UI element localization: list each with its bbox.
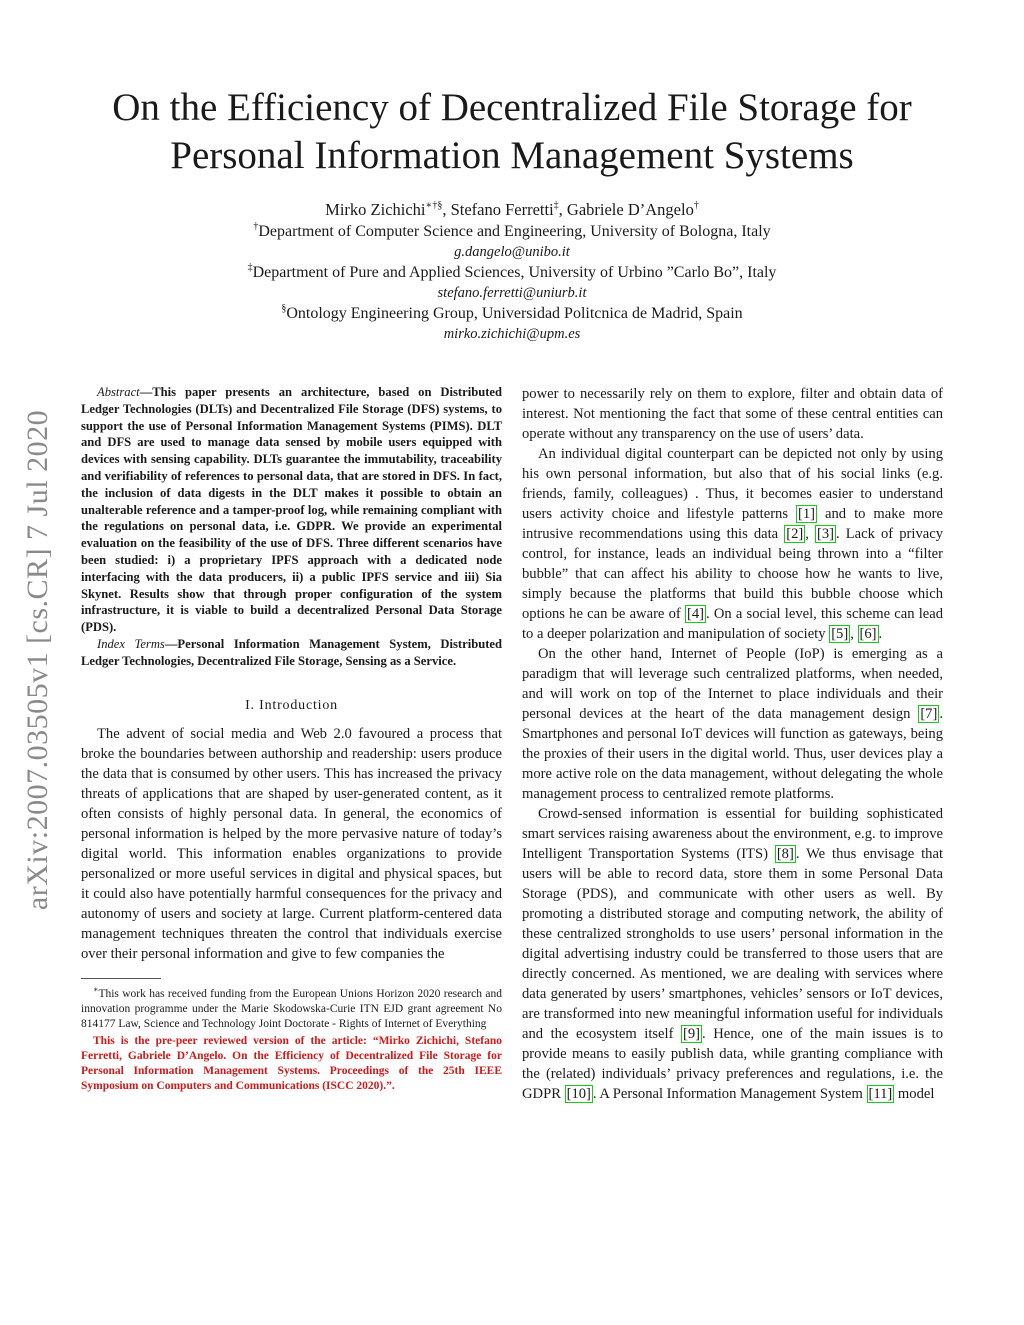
index-terms [81, 636, 502, 670]
email-link[interactable]: g.dangelo@unibo.it [454, 244, 570, 260]
citation-link[interactable]: [9] [682, 1026, 701, 1042]
citation-link[interactable]: [10] [566, 1086, 591, 1102]
index-terms-label: Index Terms [97, 636, 165, 651]
citation-link[interactable]: [4] [686, 606, 704, 622]
paper-title [60, 84, 964, 180]
citation-link[interactable]: [11] [868, 1086, 893, 1102]
right-column [522, 384, 943, 1104]
affiliation: ‡Department of Pure and Applied Sciences, University of Urbino ”Carlo Bo”, Italy [247, 262, 777, 281]
citation-link[interactable]: [6] [859, 626, 877, 642]
intro-paragraph: The advent of social media and Web 2.0 favoured a process that broke the boundaries between authorship and readership: users produce the data that is consumed by other users. This has increased the privacy threats of applications that are shaped by user-generated content, as it often consists of highly personal data. In general, the economics of personal information is helped by the more pervasive nature of today’s digital world. This information enables organizations to provide personalized or more useful services in digital and physical spaces, but it could also have potentially harmful consequences for the privacy and autonomy of users and society at large. Current platform-centered data management techniques threaten the control that individuals exercise over their personal information and give to few companies the [81, 725, 502, 962]
citation-link[interactable]: [8] [776, 846, 794, 862]
title-line-2: Personal Information Management Systems [170, 134, 854, 177]
author-name: Gabriele D’Angelo [566, 200, 694, 219]
citation-link[interactable]: [2] [786, 526, 804, 542]
footnote-divider [81, 978, 161, 979]
title-line-1: On the Efficiency of Decentralized File Storage for [112, 86, 912, 129]
affiliation: †Department of Computer Science and Engineering, University of Bologna, Italy [253, 221, 771, 240]
body-paragraph: On the other hand, Internet of People (IoP) is emerging as a paradigm that will leverage such centralized platforms, when needed, and will work on top of the Internet to place individuals and their personal devices at the heart of the data management design [7] . Smartphones and personal IoT devices will function as gateways, being the proxies of their users in the digital world. Thus, user devices play a more active role on the data management, without delegating the whole management process to centralized remote platforms. [522, 646, 943, 802]
author-marks: † [693, 200, 699, 211]
abstract-text: —This paper presents an architecture, based on Distributed Ledger Technologies (DLTs) and Decentralized File Storage (DFS) systems, to support the use of Personal Information Management Systems (PIMS). DLT and DFS are used to manage data sensed by mobile users equipped with devices with sensing capability. DLTs guarantee the immutability, traceability and verifiability of references to personal data, that are stored in DFS. In fact, the inclusion of data digests in the DLT makes it possible to obtain an unalterable reference and a tamper-proof log, while remaining compliant with the regulations on personal data, i.e. GDPR. We provide an experimental evaluation on the feasibility of the use of DFS. Three different scenarios have been studied: i) a proprietary IPFS approach with a dedicated node interfacing with the data producers, ii) a public IPFS service and iii) Sia Skynet. Results show that through proper configuration of the system infrastructure, it is viable to build a decentralized Personal Data Storage (PDS). [81, 385, 502, 635]
body-paragraph: Crowd-sensed information is essential for building sophisticated smart services raising awareness about the environment, e.g. to improve Intelligent Transportation Systems (ITS) [8] . We thus envisage that users will be able to record data, store them in some Personal Data Storage (PDS), and communicate with other users as well. By promoting a distributed storage and computing network, the ability of these centralized strongholds to use users’ personal information in the digital advertising industry could be transferred to those users that are directly concerned. As mentioned, we are dealing with services where data generated by users’ smartphones, vehicles’ sensors or IoT devices, are transformed into new meaningful information useful for individuals and the ecosystem itself [9] . Hence, one of the main issues is to provide means to easily publish data, while granting compliance with the (related) individuals’ privacy preferences and regulations, i.e. the GDPR [10] . A Personal Information Management System [11] model [522, 806, 943, 1102]
citation-link[interactable]: [3] [817, 526, 835, 542]
abstract [81, 384, 502, 636]
arxiv-id: arXiv:2007.03505v1 [cs.CR] 7 Jul 2020 [21, 409, 55, 911]
index-terms-text: —Personal Information Management System, Distributed Ledger Technologies, Decentralized File Storage, Sensing as a Service. [81, 636, 502, 668]
citation-link[interactable]: [1] [798, 506, 816, 522]
citation-link[interactable]: [5] [831, 626, 849, 642]
author-name: Mirko Zichichi [325, 200, 426, 219]
author-marks: ‡ [553, 200, 559, 211]
preprint-notice: This is the pre-peer reviewed version of the article: “Mirko Zichichi, Stefano Ferretti, Gabriele D’Angelo. On the Efficiency of Decentralized File Storage for Personal Information Management Systems. Proceedings of the 25th IEEE Symposium on Computers and Communications (ISCC 2020).”. [81, 1034, 502, 1092]
author-name: Stefano Ferretti [450, 200, 554, 219]
author-list: Mirko Zichichi∗†§, Stefano Ferretti‡, Gabriele D’Angelo† [325, 200, 699, 219]
funding-footnote: ∗This work has received funding from the European Unions Horizon 2020 research and innovation programme under the Marie Skodowska-Curie ITN EJD grant agreement No 814177 Law, Science and Technology Joint Doctorate - Rights of Internet of Everything [81, 984, 502, 1030]
email-link[interactable]: mirko.zichichi@upm.es [443, 326, 581, 342]
affiliation: §Ontology Engineering Group, Universidad Politcnica de Madrid, Spain [281, 303, 743, 322]
citation-link[interactable]: [7] [920, 706, 938, 722]
email-link[interactable]: stefano.ferretti@uniurb.it [437, 285, 587, 301]
section-heading: I. Introduction [245, 697, 338, 713]
body-paragraph: power to necessarily rely on them to explore, filter and obtain data of interest. Not mentioning the fact that some of these central entities can operate without any transparency on the use of users’ data. [522, 386, 943, 442]
authors-block [110, 198, 914, 345]
abstract-label: Abstract [97, 385, 140, 399]
arxiv-sidebar-stamp [18, 380, 58, 940]
author-marks: ∗†§ [425, 200, 443, 211]
left-column [81, 384, 502, 1094]
body-paragraph: An individual digital counterpart can be depicted not only by using his own personal information, but also that of his social links (e.g. friends, family, colleagues) . Thus, it becomes easier to understand users activity choice and lifestyle patterns [1] and to make more intrusive recommendations using this data [2] , [3] . Lack of privacy control, for instance, leads an individual being thrown into a “filter bubble” that can affect his ability to choose how he wants to live, simply because the platforms that build this bubble choose which options he can be aware of [4] . On a social level, this scheme can lead to a deeper polarization and manipulation of society [5] , [6] . [522, 446, 944, 642]
